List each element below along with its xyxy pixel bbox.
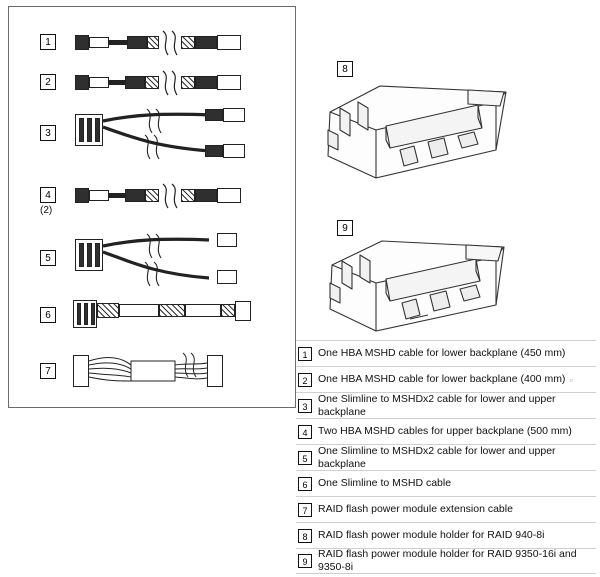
cable-3-end-connector-upper	[223, 108, 245, 122]
cable-1-sleeve-a	[127, 36, 147, 49]
cable-7-connector-right	[207, 355, 223, 387]
raid-flash-holder-9350-drawing	[318, 235, 518, 340]
callout-1: 1	[40, 34, 56, 50]
cable-3-sleeve-lower	[205, 145, 223, 157]
callout-8: 8	[337, 61, 353, 77]
legend-row	[296, 496, 596, 522]
cable-2-break-symbol	[159, 69, 181, 97]
cable-2-hatch-a	[145, 76, 159, 89]
cable-4-hatch-b	[181, 189, 195, 202]
cable-1-connector-body	[75, 35, 89, 50]
cable-6-band-b	[185, 304, 221, 317]
cable-1-hatch-b	[181, 36, 195, 49]
cable-1-sleeve-b	[195, 36, 217, 49]
cable-6-slimline-slot-1	[77, 303, 81, 325]
cable-6-hatch-b	[159, 304, 185, 317]
legend-description: RAID flash power module extension cable	[318, 503, 513, 515]
callout-6: 6	[40, 307, 56, 323]
cable-2-hatch-b	[181, 76, 195, 89]
legend-number: 9	[298, 554, 312, 568]
cables-panel	[8, 6, 296, 408]
cable-3-sleeve-upper	[205, 109, 223, 121]
callout-9: 9	[337, 220, 353, 236]
cable-1-hatch-a	[147, 36, 159, 49]
cable-5-slimline-slot-2	[87, 243, 92, 267]
legend-row	[296, 548, 596, 574]
cable-4-hatch-a	[145, 189, 159, 202]
callout-4: 4	[40, 187, 56, 203]
legend-number: 5	[298, 451, 312, 465]
cable-3-end-connector-lower	[223, 144, 245, 158]
legend-number: 7	[298, 503, 312, 517]
cable-1-break-symbol	[159, 29, 181, 57]
legend-number: 4	[298, 425, 312, 439]
legend-row	[296, 392, 596, 418]
legend-number: 8	[298, 529, 312, 543]
legend-row	[296, 340, 596, 366]
cable-4-break-symbol	[159, 182, 181, 210]
legend-number: 6	[298, 477, 312, 491]
legend-description: One HBA MSHD cable for lower backplane (400 mm)	[318, 373, 566, 385]
cable-2-connector-head	[89, 77, 109, 88]
cable-1-end-connector	[217, 35, 241, 50]
cable-1-wire-a	[109, 40, 127, 45]
legend-description: RAID flash power module holder for RAID 940-8i	[318, 529, 545, 541]
cable-4-sleeve-b	[195, 189, 217, 202]
cable-6-slimline-slot-2	[84, 303, 88, 325]
callout-7: 7	[40, 363, 56, 379]
cable-2-end-connector	[217, 75, 241, 90]
cable-5-slimline-slot-1	[79, 243, 84, 267]
cable-4-connector-body	[75, 188, 89, 203]
legend-table	[296, 340, 596, 574]
cable-5-end-connector-upper	[217, 233, 237, 247]
legend-row	[296, 418, 596, 444]
callout-2: 2	[40, 74, 56, 90]
cable-2-sleeve-b	[195, 76, 217, 89]
cable-4-connector-head	[89, 190, 109, 201]
cable-4-wire-a	[109, 193, 125, 198]
legend-row	[296, 522, 596, 548]
cable-6-slimline-slot-3	[91, 303, 95, 325]
callout-4-quantity: (2)	[40, 205, 53, 216]
cable-2-sleeve-a	[125, 76, 145, 89]
legend-description: One Slimline to MSHDx2 cable for lower and upper backplane	[318, 444, 556, 470]
legend-number: 3	[298, 399, 312, 413]
cable-2-connector-body	[75, 75, 89, 90]
cable-3-slimline-slot-2	[87, 118, 92, 142]
cable-6-end-connector	[235, 301, 251, 321]
legend-row	[296, 444, 596, 470]
cable-5-slimline-slot-3	[95, 243, 100, 267]
callout-5: 5	[40, 250, 56, 266]
callout-3: 3	[40, 125, 56, 141]
legend-marker-icon: ▫	[569, 374, 574, 385]
cable-1-connector-head	[89, 37, 109, 48]
legend-number: 1	[298, 347, 312, 361]
cable-3-slimline-slot-3	[95, 118, 100, 142]
cable-7-wires	[87, 351, 247, 393]
legend-row	[296, 470, 596, 496]
legend-description: One Slimline to MSHDx2 cable for lower and upper backplane	[318, 392, 556, 418]
cable-2-wire-a	[109, 80, 125, 85]
cable-7-connector-left	[73, 355, 89, 387]
cable-4-sleeve-a	[125, 189, 145, 202]
cable-4-end-connector	[217, 188, 241, 203]
cable-5-end-connector-lower	[217, 270, 237, 284]
legend-description: One HBA MSHD cable for lower backplane (450 mm)	[318, 347, 566, 359]
legend-number: 2	[298, 373, 312, 387]
legend-description: One Slimline to MSHD cable	[318, 477, 452, 489]
cable-3-slimline-slot-1	[79, 118, 84, 142]
cable-6-band-a	[119, 304, 159, 317]
cable-6-hatch-c	[221, 304, 235, 317]
legend-description: RAID flash power module holder for RAID 9350-16i and 9350-8i	[318, 548, 577, 573]
legend-description: Two HBA MSHD cables for upper backplane (500 mm)	[318, 425, 572, 437]
raid-flash-holder-940-drawing	[318, 78, 518, 188]
cable-6-hatch-a	[97, 303, 119, 318]
legend-row	[296, 366, 596, 392]
